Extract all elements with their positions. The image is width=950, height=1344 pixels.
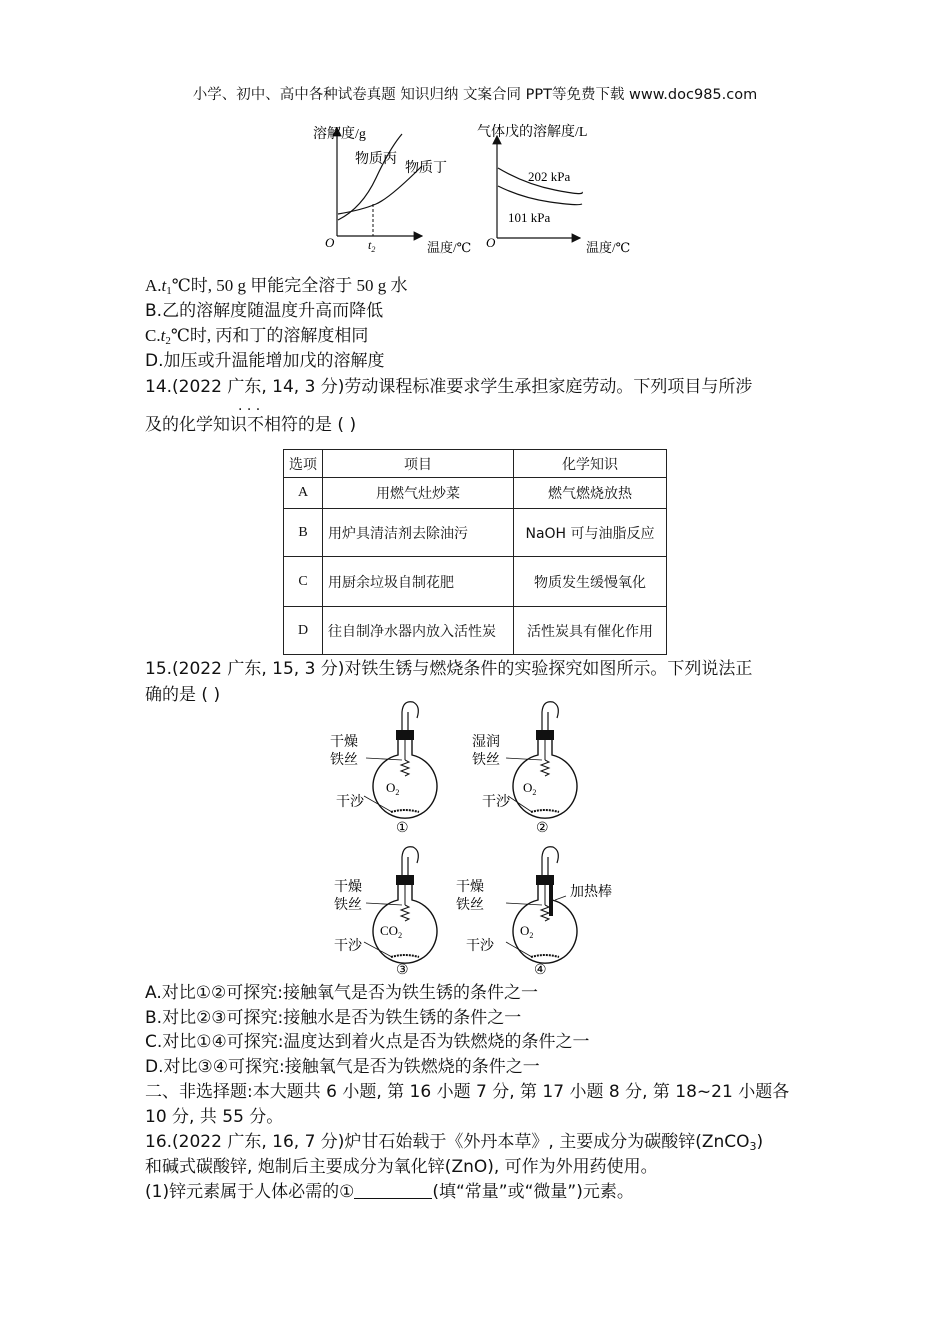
table-header: 选项: [284, 450, 323, 478]
q15-option-a: A.对比①②可探究:接触氧气是否为铁生锈的条件之一: [145, 983, 538, 1003]
table-row: [284, 478, 667, 509]
table-cell: A: [284, 478, 323, 509]
flask-2-label-2: 铁丝: [472, 753, 500, 768]
q16-stem-line1: 16.(2022 广东, 16, 7 分)炉甘石始载于《外丹本草》, 主要成分为碳酸锌(ZnCO$_3$): [145, 1132, 764, 1153]
flask-3-label-2: 铁丝: [334, 898, 362, 913]
table-cell: 物质发生缓慢氧化: [514, 557, 667, 607]
section2-line1: 二、非选择题:本大题共 6 小题, 第 16 小题 7 分, 第 17 小题 8 分, 第 18~21 小题各: [145, 1082, 790, 1102]
flask-1-number: ①: [396, 821, 409, 836]
table-cell: 用厨余垃圾自制花肥: [323, 557, 514, 607]
p-low-label: 101 kPa: [508, 210, 551, 225]
table-row: [284, 607, 667, 655]
table-cell: C: [284, 557, 323, 607]
right-origin: O: [486, 235, 496, 250]
flask-3-label-1: 干燥: [334, 880, 362, 895]
left-origin: O: [325, 235, 335, 250]
flask-2-label-1: 湿润: [472, 735, 500, 750]
table-cell: 用炉具清洁剂去除油污: [323, 509, 514, 557]
table-cell: D: [284, 607, 323, 655]
right-xlabel: 温度/℃: [586, 240, 631, 255]
q15-stem-line1: 15.(2022 广东, 15, 3 分)对铁生锈与燃烧条件的实验探究如图所示。下列说法正: [145, 659, 753, 679]
table-cell: 活性炭具有催化作用: [514, 607, 667, 655]
curve-d-label: 物质丁: [405, 161, 447, 176]
flask-3-sand: 干沙: [334, 939, 362, 954]
flask-1-label-1: 干燥: [330, 735, 358, 750]
q13-option-d: D.加压或升温能增加戊的溶解度: [145, 351, 385, 371]
table-cell: 往自制净水器内放入活性炭: [323, 607, 514, 655]
flask-1-sand: 干沙: [336, 795, 364, 810]
flask-1-gas: $O_2$: [386, 780, 400, 797]
flask-2-number: ②: [536, 821, 549, 836]
flask-4-label-2: 铁丝: [456, 898, 484, 913]
q15-option-d: D.对比③④可探究:接触氧气是否为铁燃烧的条件之一: [145, 1057, 540, 1077]
q14-stem-line2: 及的化学知识不相符的是 ( ): [145, 415, 357, 435]
flask-4-label-1: 干燥: [456, 880, 484, 895]
curve-101kpa: [498, 186, 582, 205]
curve-c-label: 物质丙: [355, 152, 397, 167]
page-header: 小学、初中、高中各种试卷真题 知识归纳 文案合同 PPT等免费下载 www.doc985.com: [192, 87, 758, 103]
flask-4: [506, 847, 577, 964]
table-row: [284, 557, 667, 607]
q14-table: [283, 449, 667, 655]
flask-4-gas: $O_2$: [520, 923, 534, 940]
right-ylabel: 气体戊的溶解度/L: [477, 125, 588, 140]
curve-c: [338, 134, 402, 220]
q13-option-a: $A.t_1℃$时, 50 g 甲能完全溶于 50 g 水: [145, 276, 408, 297]
flask-3-gas: $CO_2$: [380, 923, 403, 940]
section2-line2: 10 分, 共 55 分。: [145, 1107, 284, 1127]
solubility-figure: [310, 118, 640, 263]
flask-2-gas: $O_2$: [523, 780, 537, 797]
flask-experiment-figure: [330, 700, 630, 980]
q16-question-1: (1)锌元素属于人体必需的① (填“常量”或“微量”)元素。: [145, 1182, 634, 1202]
table-cell: NaOH 可与油脂反应: [514, 509, 667, 557]
flask-2-sand: 干沙: [482, 795, 510, 810]
flask-4-number: ④: [534, 963, 547, 978]
table-header-row: [284, 450, 667, 478]
table-header: 化学知识: [514, 450, 667, 478]
heater-label: 加热棒: [570, 885, 612, 900]
q15-option-c: C.对比①④可探究:温度达到着火点是否为铁燃烧的条件之一: [145, 1032, 590, 1052]
q14-emphasis-dots: · · ·: [238, 402, 261, 418]
q14-stem-line1: 14.(2022 广东, 14, 3 分)劳动课程标准要求学生承担家庭劳动。下列项目与所涉: [145, 377, 753, 397]
flask-3-number: ③: [396, 963, 409, 978]
q15-stem-line2: 确的是 ( ): [145, 685, 221, 705]
flask-4-sand: 干沙: [466, 939, 494, 954]
left-xlabel: 温度/℃: [427, 240, 472, 255]
table-header: 项目: [323, 450, 514, 478]
flask-2: [506, 702, 577, 819]
flask-1: [364, 702, 437, 819]
p-high-label: 202 kPa: [528, 169, 571, 184]
q16-stem-line2: 和碱式碳酸锌, 炮制后主要成分为氧化锌(ZnO), 可作为外用药使用。: [145, 1157, 658, 1177]
table-cell: 用燃气灶炒菜: [323, 478, 514, 509]
flask-3: [364, 847, 437, 964]
q13-option-b: B.乙的溶解度随温度升高而降低: [145, 301, 384, 321]
table-row: [284, 509, 667, 557]
table-cell: 燃气燃烧放热: [514, 478, 667, 509]
left-ylabel: 溶解度/g: [313, 127, 366, 142]
answer-blank[interactable]: [354, 1182, 432, 1199]
q15-option-b: B.对比②③可探究:接触水是否为铁生锈的条件之一: [145, 1008, 522, 1028]
flask-1-label-2: 铁丝: [330, 753, 358, 768]
t2-label: $t_2$: [368, 238, 376, 254]
q13-option-c: $C.t_2℃$时, 丙和丁的溶解度相同: [145, 326, 369, 347]
table-cell: B: [284, 509, 323, 557]
